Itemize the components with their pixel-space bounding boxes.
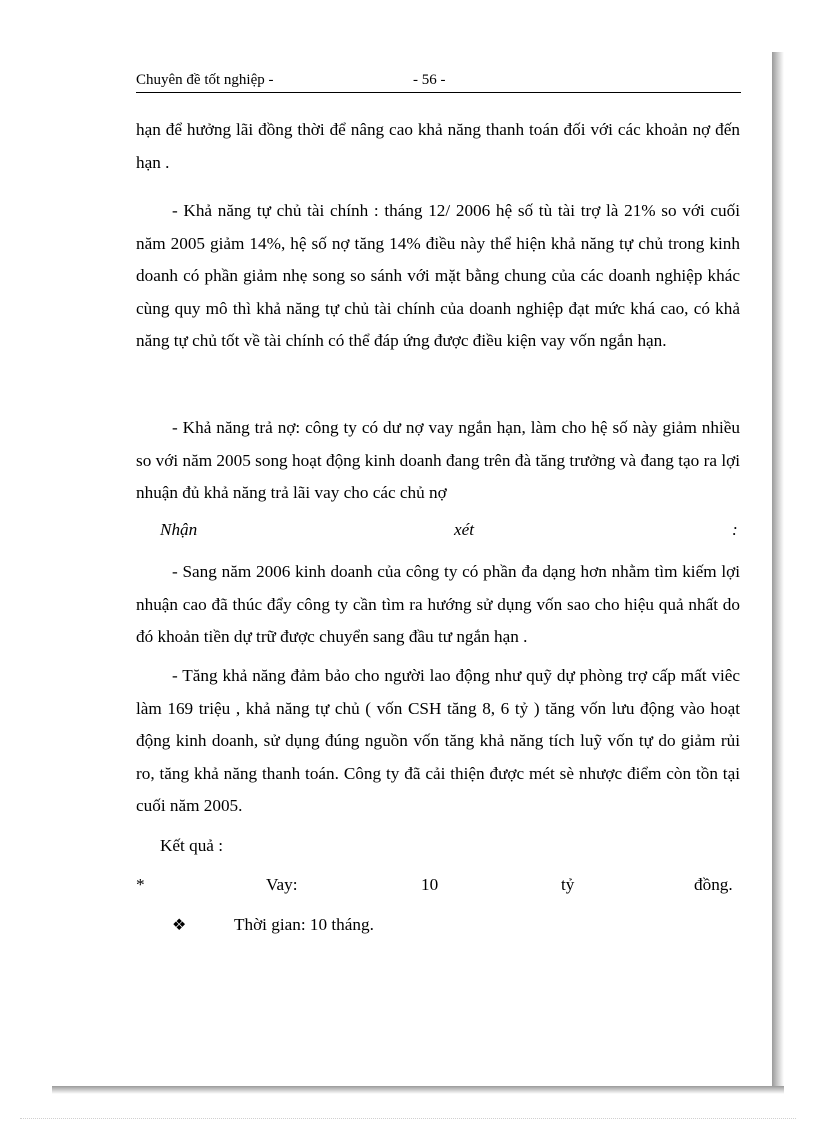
paragraph-debt-repayment: - Khả năng trả nợ: công ty có dư nợ vay ngắn hạn, làm cho hệ số này giảm nhiều so với năm 2005 song hoạt động kinh doanh đang trên đà tăng trưởng và đang tạo ra lợi nhuận đủ khả năng trả lãi vay cho các chủ nợ [136, 418, 740, 502]
page-header [136, 70, 741, 93]
term-text: Thời gian: 10 tháng. [234, 915, 374, 934]
page-bottom-border [20, 1118, 796, 1119]
loan-unit-2: đồng. [694, 875, 733, 894]
loan-line [136, 875, 740, 901]
page-number: - 56 - [413, 72, 446, 88]
paragraph-self-financing: - Khả năng tự chủ tài chính : tháng 12/ 2006 hệ số tù tài trợ là 21% so với cuối năm 2005 giảm 14%, hệ số nợ tăng 14% điều này thể hiện khả năng tự chủ trong kinh doanh có phần giảm nhẹ song so sánh với mặt bằng chung của các doanh nghiệp khác cùng quy mô thì khả năng tự chủ tài chính của doanh nghiệp đạt mức khá cao, có khả năng tự chủ tốt về tài chính có thể đáp ứng được điều kiện vay vốn ngắn hạn. [136, 201, 740, 350]
remark-colon: : [732, 520, 738, 539]
paragraph-labor-guarantee: - Tăng khả năng đảm bảo cho người lao động như quỹ dự phòng trợ cấp mất viêc làm 169 triệu , khả năng tự chủ ( vốn CSH tăng 8, 6 tỷ ) tăng vốn lưu động vào hoạt động kinh doanh, sử dụng đúng nguồn vốn tăng khả năng tích luỹ vốn tự do giảm rủi ro, tăng khả năng thanh toán. Công ty đã cải thiện được mét sè nhược điểm còn tồn tại cuối năm 2005. [136, 666, 740, 815]
loan-bullet: * [136, 875, 145, 894]
paragraph-1: hạn để hưởng lãi đồng thời để nâng cao khả năng thanh toán đối với các khoản nợ đến hạn . [136, 120, 740, 172]
remark-heading [160, 520, 740, 546]
header-title: Chuyên đề tốt nghiệp - [136, 72, 274, 88]
paragraph-2006-business: - Sang năm 2006 kinh doanh của công ty có phần đa dạng hơn nhằm tìm kiếm lợi nhuận cao đã thúc đẩy công ty cần tìm ra hướng sử dụng vốn sao cho hiệu quả nhất do đó khoản tiền dự trữ được chuyển sang đầu tư ngắn hạn . [136, 562, 740, 646]
remark-word-2: xét [454, 520, 475, 539]
loan-amount: 10 [421, 875, 439, 894]
result-label: Kết quả : [160, 836, 224, 855]
page-shadow [772, 52, 784, 1092]
remark-word-1: Nhận [160, 520, 198, 539]
loan-label: Vay: [266, 875, 298, 894]
loan-unit-1: tỷ [561, 875, 575, 894]
diamond-bullet-icon: ❖ [172, 917, 187, 934]
page-shadow-bottom [52, 1086, 784, 1094]
